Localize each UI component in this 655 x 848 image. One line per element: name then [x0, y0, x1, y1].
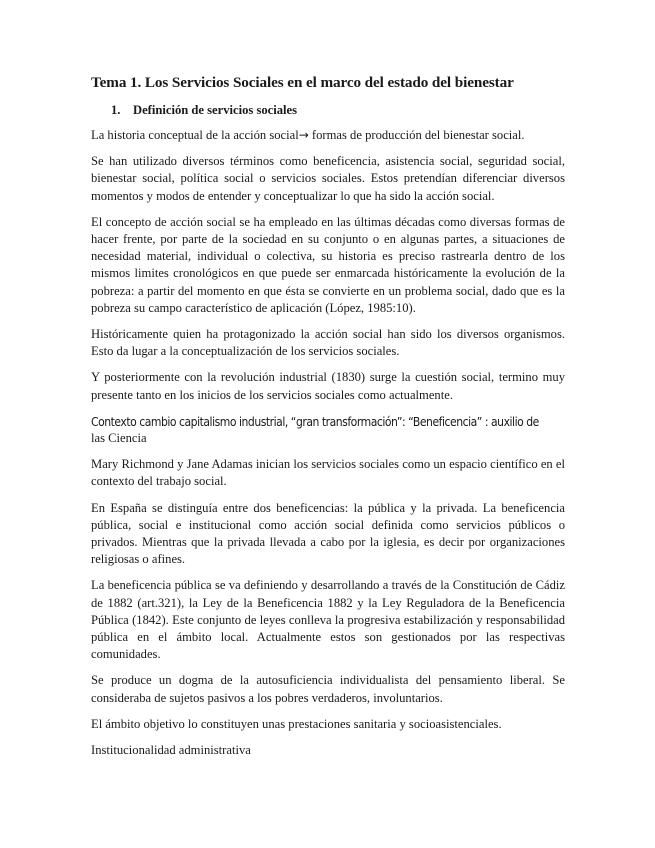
paragraph: El ámbito objetivo lo constituyen unas prestaciones sanitaria y socioasistenciales.	[91, 716, 502, 731]
paragraph: La beneficencia pública se va definiendo y desarrollando a través de la Constitución de Cádiz de 1882 (art.321), la Ley de la Beneficencia 1882 y la Ley Reguladora de la Beneficencia Pública (1842). Este conjunto de leyes conlleva la progresiva estabilización y responsabilidad pública en el ámbito local. Actualmente estos son gestionados por las respectivas comunidades.	[91, 578, 565, 662]
paragraph: Institucionalidad administrativa	[91, 743, 251, 758]
section-number: 1.	[111, 103, 121, 117]
paragraph: En España se distinguía entre dos beneficencias: la pública y la privada. La beneficencia pública, social e institucional como acción social definida como servicios públicos o privados. Mientras que la privada llevada a cabo por la iglesia, es decir por organizaciones religiosas o afines.	[91, 500, 565, 567]
paragraph: El concepto de acción social se ha empleado en las últimas décadas como diversas formas de hacer frente, por parte de la sociedad en su conjunto o en algunas partes, a situaciones de necesidad material, individual o colectiva, su historia es preciso rastrearla dentro de los mismos limites cronológicos en que puede ser enmarcada históricamente la evolución de la pobreza: a partir del momento en que ésta se convierte en un problema social, dado que es la pobreza su campo característico de aplicación (López, 1985:10).	[91, 214, 565, 315]
section-heading	[91, 102, 565, 119]
paragraph-intro	[91, 127, 565, 144]
context-line: Contexto cambio capitalismo industrial, “gran transformación”: “Beneficencia” : auxilio de	[91, 413, 539, 429]
paragraph: Se han utilizado diversos términos como beneficencia, asistencia social, seguridad social, bienestar social, política social o servicios sociales. Estos pretendían diferenciar diversos momentos y modos de entender y conceptualizar lo que ha sido la acción social.	[91, 154, 565, 203]
paragraph: Y posteriormente con la revolución industrial (1830) surge la cuestión social, termino muy presente tanto en los inicios de los servicios sociales como actualmente.	[91, 370, 565, 402]
context-paragraph	[91, 413, 565, 447]
intro-text: La historia conceptual de la acción social	[91, 128, 299, 142]
paragraph: Históricamente quien ha protagonizado la acción social han sido los diversos organismos. Esto da lugar a la conceptualización de los servicios sociales.	[91, 327, 565, 359]
arrow-icon: →	[298, 128, 309, 142]
document-body	[91, 73, 565, 768]
document-title: Tema 1. Los Servicios Sociales en el marco del estado del bienestar	[91, 74, 514, 91]
section-title: Definición de servicios sociales	[133, 103, 298, 117]
paragraph: Mary Richmond y Jane Adamas inician los servicios sociales como un espacio científico en el contexto del trabajo social.	[91, 457, 565, 489]
context-line-continued: las Ciencia	[91, 431, 147, 446]
intro-text-continued: formas de producción del bienestar social.	[308, 128, 525, 142]
paragraph: Se produce un dogma de la autosuficiencia individualista del pensamiento liberal. Se consideraba de sujetos pasivos a los pobres verdaderos, involuntarios.	[91, 673, 565, 705]
